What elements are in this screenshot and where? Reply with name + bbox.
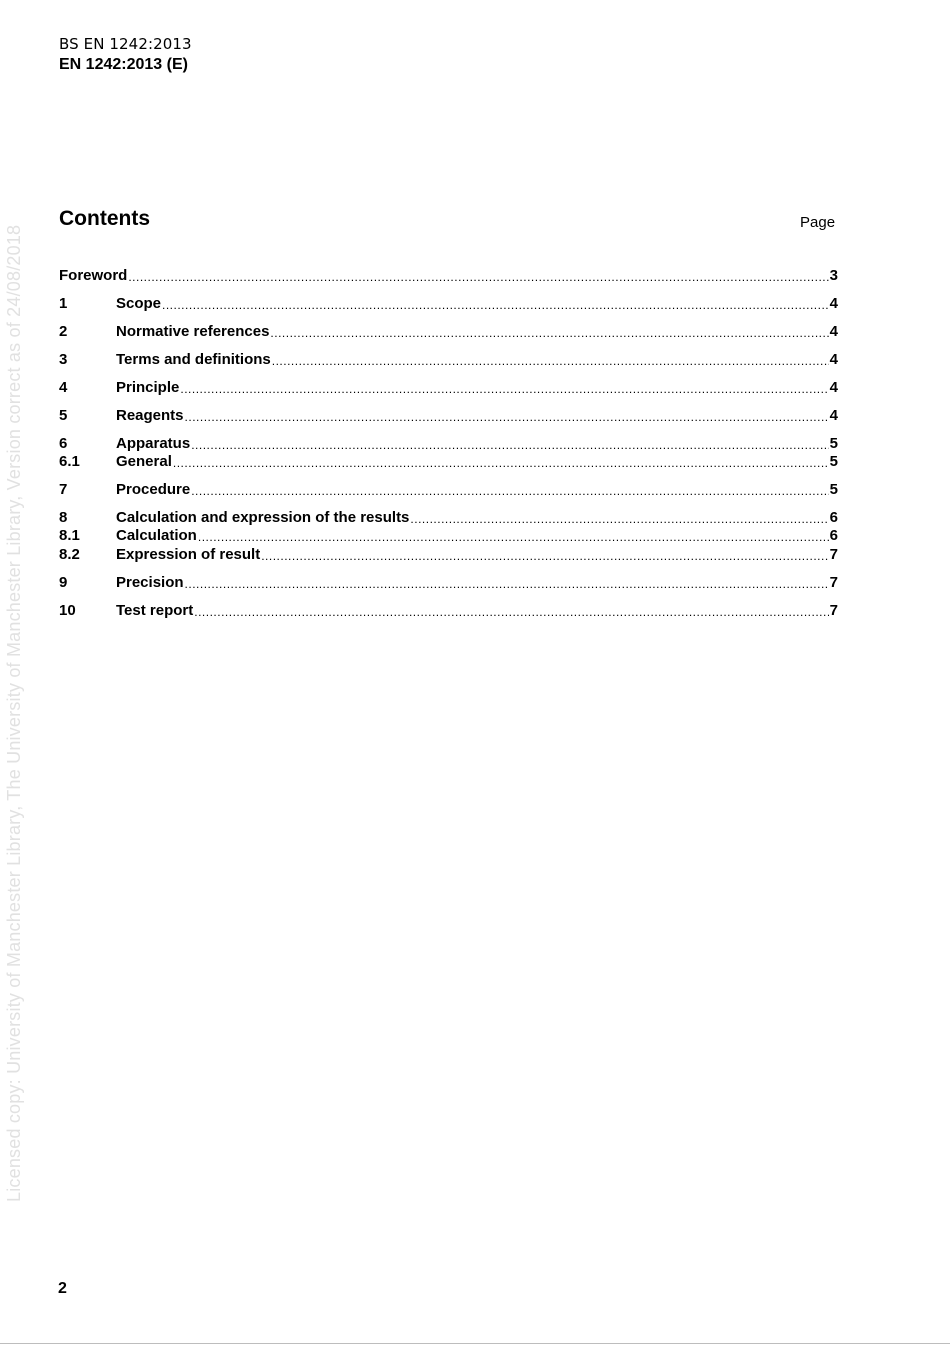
toc-entry-number: 6 xyxy=(59,435,68,452)
toc-leader-dots xyxy=(410,511,828,527)
toc-entry-title: Apparatus xyxy=(116,435,191,452)
toc-entry-number: 6.1 xyxy=(59,453,80,470)
toc-entry-number: 8.2 xyxy=(59,546,80,563)
toc-entry-title: Foreword xyxy=(59,267,128,284)
toc-entry-9[interactable] xyxy=(59,574,838,592)
toc-leader-dots xyxy=(198,529,829,545)
toc-leader-dots xyxy=(194,604,828,620)
toc-entry-foreword[interactable] xyxy=(59,267,838,285)
toc-entry-page: 4 xyxy=(829,295,838,312)
document-id-english: EN 1242:2013 (E) xyxy=(59,56,188,73)
toc-entry-number: 8.1 xyxy=(59,527,80,544)
toc-entry-10[interactable] xyxy=(59,602,838,620)
page-title: Contents xyxy=(59,207,150,230)
toc-entry-title: Calculation xyxy=(116,527,197,544)
toc-entry-number: 4 xyxy=(59,379,68,396)
toc-entry-page: 5 xyxy=(829,481,838,498)
toc-entry-number: 3 xyxy=(59,351,68,368)
toc-entry-title: Terms and definitions xyxy=(116,351,271,368)
toc-entry-2[interactable] xyxy=(59,323,838,341)
toc-leader-dots xyxy=(173,455,829,471)
toc-leader-dots xyxy=(185,576,829,592)
toc-leader-dots xyxy=(162,297,829,313)
toc-entry-page: 7 xyxy=(829,546,838,563)
page-column-label: Page xyxy=(800,214,836,231)
toc-leader-dots xyxy=(272,353,829,369)
toc-entry-number: 5 xyxy=(59,407,68,424)
toc-entry-title: Reagents xyxy=(116,407,184,424)
toc-entry-page: 7 xyxy=(829,602,838,619)
page-number: 2 xyxy=(58,1280,67,1297)
toc-entry-title: Normative references xyxy=(116,323,270,340)
toc-entry-number: 10 xyxy=(59,602,76,619)
toc-entry-page: 5 xyxy=(829,453,838,470)
toc-entry-8[interactable] xyxy=(59,509,838,527)
toc-leader-dots xyxy=(180,381,828,397)
toc-entry-7[interactable] xyxy=(59,481,838,499)
toc-entry-page: 3 xyxy=(829,267,838,284)
toc-entry-6[interactable] xyxy=(59,435,838,453)
toc-entry-page: 4 xyxy=(829,323,838,340)
toc-entry-number: 2 xyxy=(59,323,68,340)
toc-entry-4[interactable] xyxy=(59,379,838,397)
toc-leader-dots xyxy=(270,325,828,341)
toc-entry-number: 9 xyxy=(59,574,68,591)
toc-entry-3[interactable] xyxy=(59,351,838,369)
toc-entry-title: Scope xyxy=(116,295,162,312)
toc-entry-title: Procedure xyxy=(116,481,191,498)
toc-entry-title: Calculation and expression of the results xyxy=(116,509,410,526)
toc-entry-title: Principle xyxy=(116,379,180,396)
toc-entry-number: 8 xyxy=(59,509,68,526)
toc-entry-page: 4 xyxy=(829,351,838,368)
toc-entry-page: 6 xyxy=(829,527,838,544)
toc-leader-dots xyxy=(191,483,828,499)
toc-entry-1[interactable] xyxy=(59,295,838,313)
toc-entry-title: Precision xyxy=(116,574,184,591)
toc-entry-title: Test report xyxy=(116,602,194,619)
toc-leader-dots xyxy=(261,548,828,564)
license-watermark: Licensed copy: University of Manchester Library, The University of Manchester Library, Version correct as of 24/08/2018 xyxy=(4,224,24,1202)
toc-entry-title: Expression of result xyxy=(116,546,261,563)
toc-entry-number: 1 xyxy=(59,295,68,312)
toc-leader-dots xyxy=(128,269,828,285)
toc-entry-page: 5 xyxy=(829,435,838,452)
toc-entry-number: 7 xyxy=(59,481,68,498)
page-edge-divider xyxy=(0,1343,950,1344)
toc-entry-5[interactable] xyxy=(59,407,838,425)
toc-entry-6-1[interactable] xyxy=(59,453,838,471)
toc-leader-dots xyxy=(191,437,828,453)
toc-entry-page: 4 xyxy=(829,379,838,396)
toc-entry-page: 4 xyxy=(829,407,838,424)
toc-entry-page: 6 xyxy=(829,509,838,526)
toc-entry-page: 7 xyxy=(829,574,838,591)
toc-leader-dots xyxy=(185,409,829,425)
document-id: BS EN 1242:2013 xyxy=(59,35,192,53)
toc-entry-title: General xyxy=(116,453,172,470)
toc-entry-8-1[interactable] xyxy=(59,527,838,545)
toc-entry-8-2[interactable] xyxy=(59,546,838,564)
